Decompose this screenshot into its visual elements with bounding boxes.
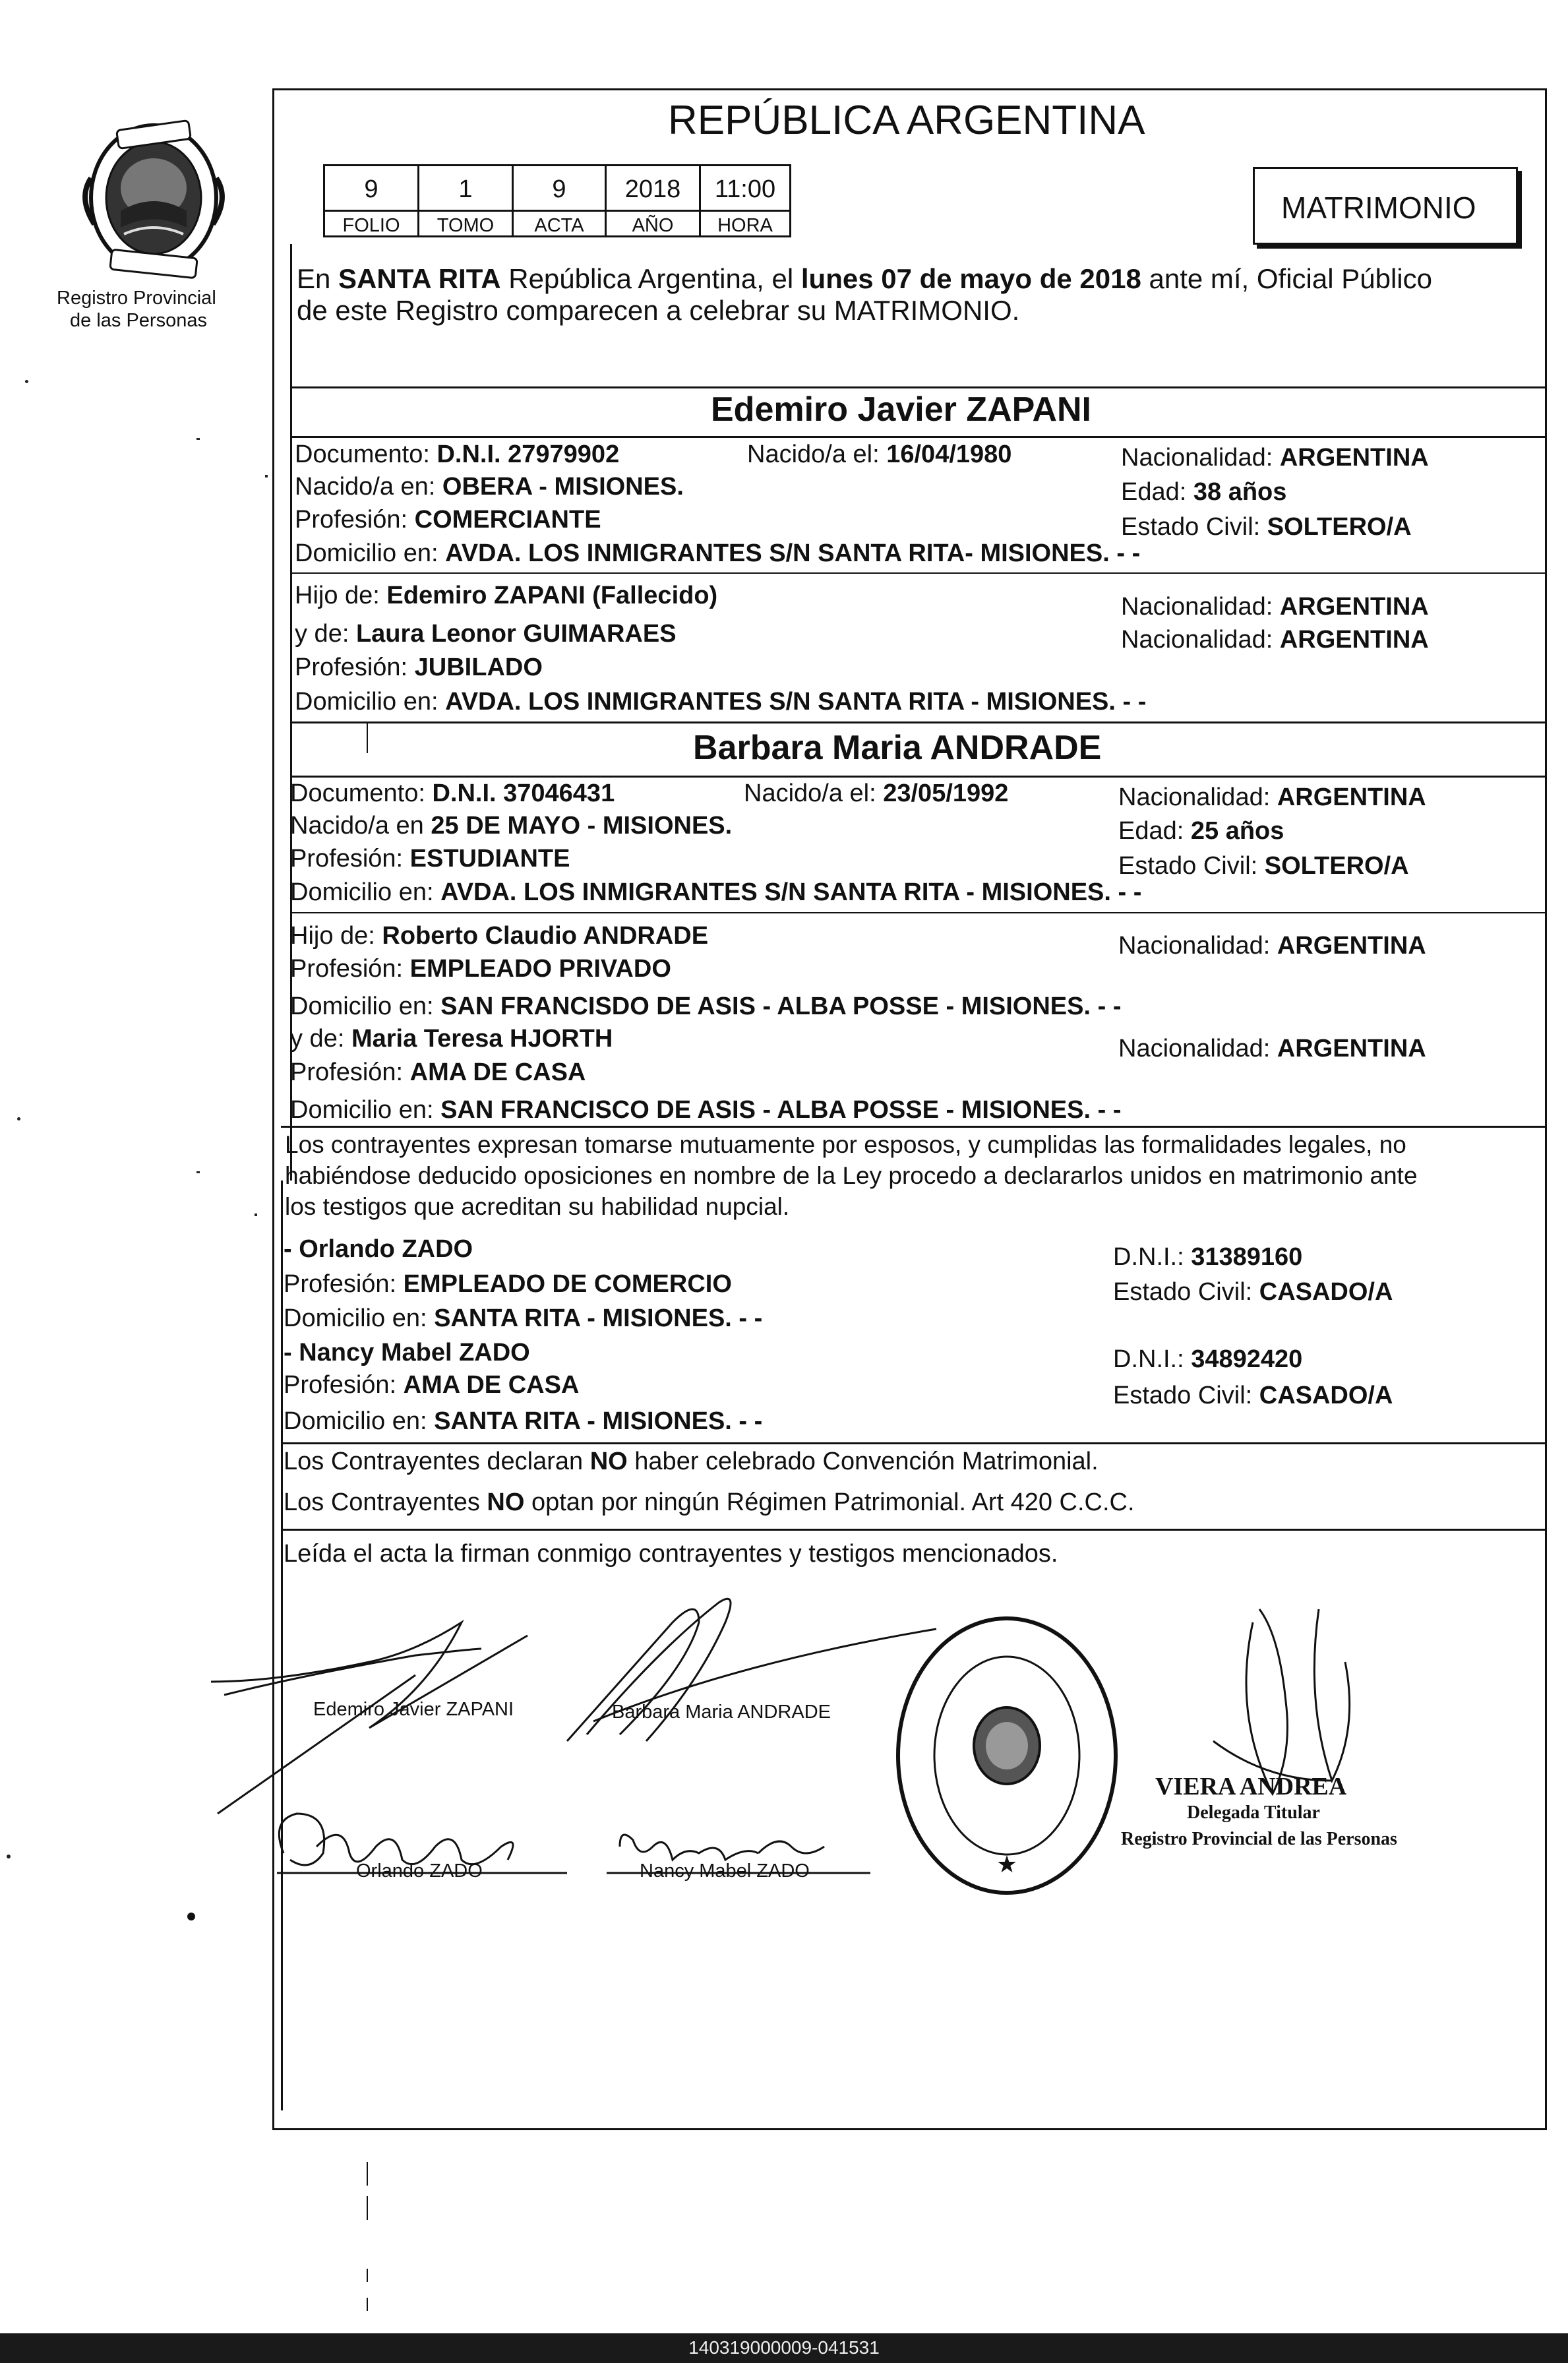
witness1-profession: Profesión: EMPLEADO DE COMERCIO xyxy=(284,1270,732,1298)
signature-label-3: Orlando ZADO xyxy=(356,1860,483,1882)
margin-speck xyxy=(17,1117,20,1120)
declaration-line-3: los testigos que acreditan su habilidad nupcial. xyxy=(285,1193,790,1220)
declaration-line-2: habiéndose deducido oposiciones en nombre de la Ley procedo a declararlos unidos en matrimonio ante xyxy=(285,1162,1418,1189)
document-code: 140319000009-041531 xyxy=(688,2337,880,2358)
signature-label-4: Nancy Mabel ZADO xyxy=(640,1860,810,1882)
page-title: REPÚBLICA ARGENTINA xyxy=(668,98,1145,143)
scan-mark xyxy=(367,2162,368,2186)
ano-value: 2018 xyxy=(605,164,701,212)
svg-text:★: ★ xyxy=(996,1851,1018,1878)
declaration-line-1: Los contrayentes expresan tomarse mutuamente por esposos, y cumplidas las formalidades legales, no xyxy=(285,1131,1406,1158)
convention-line-1: Los Contrayentes declaran NO haber celebrado Convención Matrimonial. xyxy=(284,1448,1099,1475)
spouse1-document: Documento: D.N.I. 27979902 xyxy=(295,441,620,468)
acta-value: 9 xyxy=(512,164,607,212)
witness2-domicile: Domicilio en: SANTA RITA - MISIONES. - - xyxy=(284,1407,763,1435)
witness1-domicile: Domicilio en: SANTA RITA - MISIONES. - - xyxy=(284,1304,763,1332)
spouse1-father: Hijo de: Edemiro ZAPANI (Fallecido) xyxy=(295,582,718,609)
tomo-value: 1 xyxy=(417,164,514,212)
closing-text: Leída el acta la firman conmigo contrayentes y testigos mencionados. xyxy=(284,1540,1058,1568)
spouse2-mother-nationality: Nacionalidad: ARGENTINA xyxy=(1118,1035,1426,1062)
scan-mark xyxy=(367,723,368,753)
hora-value: 11:00 xyxy=(699,164,791,212)
margin-speck xyxy=(196,1171,200,1173)
signature-strokes xyxy=(198,1583,1451,1952)
signature-label-1: Edemiro Javier ZAPANI xyxy=(313,1699,514,1720)
spouse1-parents-domicile: Domicilio en: AVDA. LOS INMIGRANTES S/N SANTA RITA - MISIONES. - - xyxy=(295,688,1147,716)
margin-speck xyxy=(196,438,200,440)
witness1-civil-status: Estado Civil: CASADO/A xyxy=(1113,1278,1393,1306)
margin-speck xyxy=(7,1855,11,1858)
divider xyxy=(281,1529,1547,1531)
divider xyxy=(281,1126,1547,1128)
witness2-profession: Profesión: AMA DE CASA xyxy=(284,1371,580,1399)
witness2-dni: D.N.I.: 34892420 xyxy=(1113,1345,1303,1373)
intro-line-1: En SANTA RITA República Argentina, el lunes 07 de mayo de 2018 ante mí, Oficial Público xyxy=(297,263,1432,294)
witness2-name: - Nancy Mabel ZADO xyxy=(284,1339,530,1366)
spouse1-father-nationality: Nacionalidad: ARGENTINA xyxy=(1121,593,1429,621)
margin-speck xyxy=(265,475,268,477)
divider xyxy=(281,1442,1547,1444)
witness1-name: - Orlando ZADO xyxy=(284,1235,473,1263)
divider xyxy=(290,721,1547,723)
spouse1-birthplace: Nacido/a en: OBERA - MISIONES. xyxy=(295,473,684,501)
scan-mark xyxy=(367,2269,368,2282)
divider xyxy=(290,776,1547,778)
doc-type-label: MATRIMONIO xyxy=(1281,191,1476,225)
folio-label: FOLIO xyxy=(323,210,419,237)
spouse2-profession: Profesión: ESTUDIANTE xyxy=(290,845,570,873)
registry-name-line2: de las Personas xyxy=(70,310,207,331)
scan-footer-bar xyxy=(0,2333,1568,2363)
spouse2-mother-domicile: Domicilio en: SAN FRANCISCO DE ASIS - ALBA POSSE - MISIONES. - - xyxy=(290,1096,1122,1124)
spouse2-age: Edad: 25 años xyxy=(1118,817,1284,845)
scan-mark xyxy=(367,2298,368,2311)
registry-name-line1: Registro Provincial xyxy=(57,288,216,309)
margin-speck xyxy=(25,380,28,383)
spouse2-civil-status: Estado Civil: SOLTERO/A xyxy=(1118,852,1409,880)
spouse1-mother-nationality: Nacionalidad: ARGENTINA xyxy=(1121,626,1429,654)
hora-label: HORA xyxy=(699,210,791,237)
signature-label-2: Barbara Maria ANDRADE xyxy=(612,1702,831,1723)
spouse1-parents-profession: Profesión: JUBILADO xyxy=(295,654,543,681)
divider xyxy=(290,912,1547,913)
spouse1-civil-status: Estado Civil: SOLTERO/A xyxy=(1121,513,1412,541)
witness1-dni: D.N.I.: 31389160 xyxy=(1113,1243,1303,1271)
official-name: VIERA ANDREA xyxy=(1155,1773,1347,1800)
tomo-label: TOMO xyxy=(417,210,514,237)
spouse1-mother: y de: Laura Leonor GUIMARAES xyxy=(295,620,677,648)
acta-fields-table xyxy=(323,164,791,242)
acta-label: ACTA xyxy=(512,210,607,237)
witness2-civil-status: Estado Civil: CASADO/A xyxy=(1113,1382,1393,1409)
spouse1-profession: Profesión: COMERCIANTE xyxy=(295,506,601,534)
registry-office-stamp xyxy=(893,1614,1121,1897)
spouse1-name: Edemiro Javier ZAPANI xyxy=(711,390,1092,429)
divider xyxy=(290,386,1547,388)
spouse1-age: Edad: 38 años xyxy=(1121,478,1287,506)
official-organization: Registro Provincial de las Personas xyxy=(1121,1829,1397,1849)
spouse2-born-date: Nacido/a el: 23/05/1992 xyxy=(744,780,1009,807)
spouse1-domicile: Domicilio en: AVDA. LOS INMIGRANTES S/N SANTA RITA- MISIONES. - - xyxy=(295,539,1141,567)
official-role: Delegada Titular xyxy=(1187,1802,1320,1823)
folio-value: 9 xyxy=(323,164,419,212)
spouse2-father: Hijo de: Roberto Claudio ANDRADE xyxy=(290,922,709,950)
convention-line-2: Los Contrayentes NO optan por ningún Régimen Patrimonial. Art 420 C.C.C. xyxy=(284,1488,1135,1516)
margin-speck xyxy=(255,1213,257,1216)
spouse2-name: Barbara Maria ANDRADE xyxy=(693,729,1102,767)
spouse2-father-profession: Profesión: EMPLEADO PRIVADO xyxy=(290,955,671,983)
spouse2-birthplace: Nacido/a en 25 DE MAYO - MISIONES. xyxy=(290,812,733,840)
spouse1-nationality: Nacionalidad: ARGENTINA xyxy=(1121,444,1429,472)
spouse2-mother: y de: Maria Teresa HJORTH xyxy=(290,1025,613,1053)
spouse2-nationality: Nacionalidad: ARGENTINA xyxy=(1118,783,1426,811)
divider xyxy=(290,436,1547,438)
divider xyxy=(290,572,1547,574)
margin-speck xyxy=(187,1913,195,1920)
ano-label: AÑO xyxy=(605,210,701,237)
spouse1-born-date: Nacido/a el: 16/04/1980 xyxy=(747,441,1012,468)
spouse2-father-domicile: Domicilio en: SAN FRANCISDO DE ASIS - ALBA POSSE - MISIONES. - - xyxy=(290,993,1122,1020)
spouse2-document: Documento: D.N.I. 37046431 xyxy=(290,780,615,807)
scan-mark xyxy=(367,2196,368,2220)
spouse2-domicile: Domicilio en: AVDA. LOS INMIGRANTES S/N SANTA RITA - MISIONES. - - xyxy=(290,878,1142,906)
spouse2-mother-profession: Profesión: AMA DE CASA xyxy=(290,1059,586,1086)
intro-line-2: de este Registro comparecen a celebrar su MATRIMONIO. xyxy=(297,295,1020,326)
spouse2-father-nationality: Nacionalidad: ARGENTINA xyxy=(1118,932,1426,960)
registry-seal xyxy=(71,112,236,284)
